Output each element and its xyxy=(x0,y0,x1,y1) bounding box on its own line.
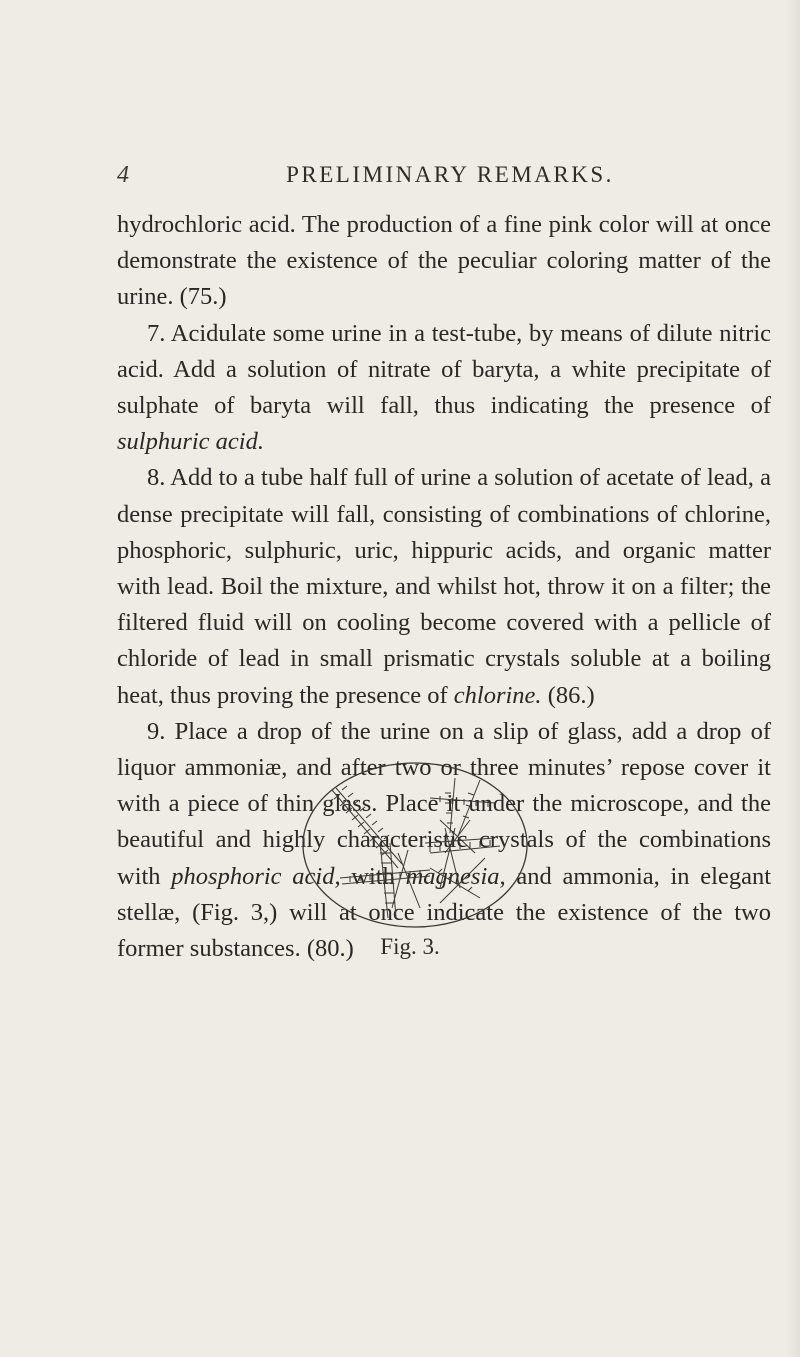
page-edge-shadow xyxy=(786,0,800,1357)
crystal-stellae-illustration xyxy=(280,758,550,928)
emphasis-phosphoric-acid: phosphoric acid, xyxy=(171,862,341,890)
emphasis-magnesia: magnesia, xyxy=(405,862,506,890)
page-number: 4 xyxy=(117,162,129,188)
paragraph-item-7: 7. Acidulate some urine in a test-tube, by means of dilute nitric acid. Add a solution of nitrate of baryta, a white precipitate of sulphate of baryta will fall, thus indicating the presence of sulphuric acid. xyxy=(117,319,771,456)
running-head: PRELIMINARY REMARKS. xyxy=(286,162,614,187)
paragraph-item-8: 8. Add to a tube half full of urine a solution of acetate of lead, a dense precipitate will fall, consisting of combinations of chlorine, phosphoric, sulphuric, uric, hippuric acids, and organic matter with lead. Boil the mixture, and whilst hot, throw it on a filter; the filtered fluid will on cooling become covered with a pellicle of chloride of lead in small prismatic crystals soluble at a boiling heat, thus proving the presence of chlorine. (86.) xyxy=(117,464,771,709)
emphasis-chlorine: chlorine. xyxy=(453,681,542,709)
paragraph-continuation: hydrochloric acid. The production of a fine pink color will at once demonstrate the existence of the peculiar coloring matter of the urine. (75.) xyxy=(117,211,771,311)
paragraph-item-9: 9. Place a drop of the urine on a slip of glass, add a drop of liquor ammoniæ, and after two or three minutes’ repose cover it with a piece of thin glass. Place it under the microscope, and the beautiful and highly characteristic crystals of the combinations with phosphoric acid, with magnesia, and ammonia, in elegant stellæ, (Fig. 3,) will at once indicate the existence of the two former substances. (80.) xyxy=(117,717,772,963)
figure-caption: Fig. 3. xyxy=(380,934,440,959)
emphasis-sulphuric-acid: sulphuric acid. xyxy=(117,428,264,456)
